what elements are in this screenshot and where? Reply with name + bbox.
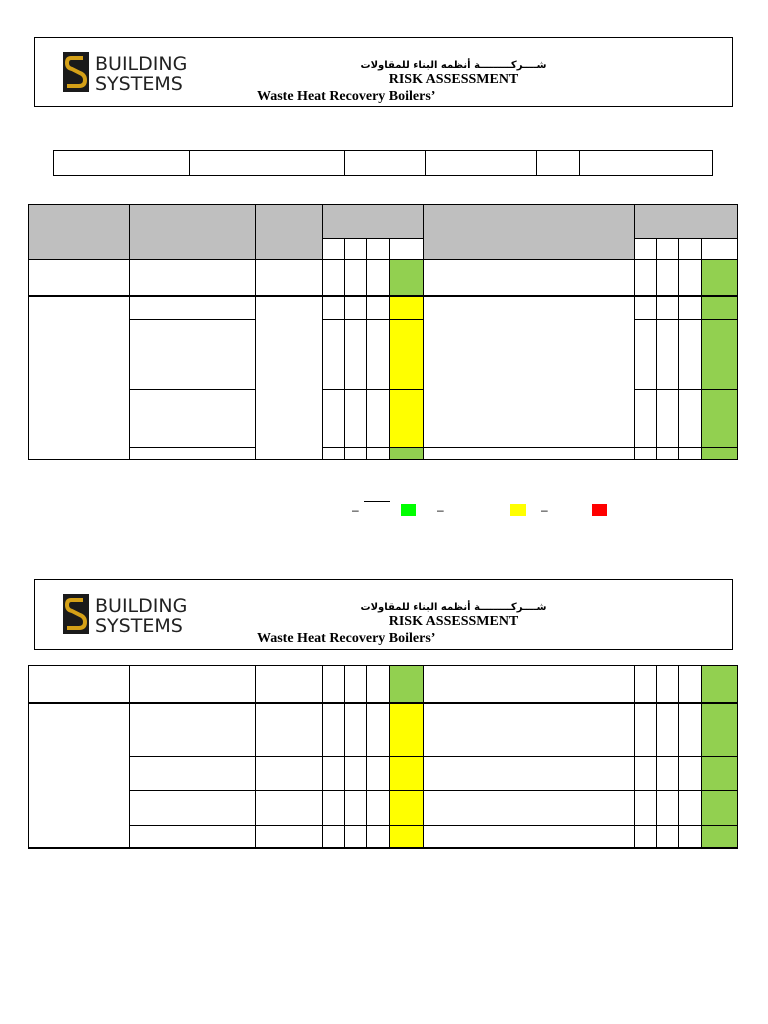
info-cell-1 bbox=[53, 150, 190, 176]
table-row bbox=[423, 790, 635, 826]
table1-subheader-level2 bbox=[701, 238, 738, 260]
risk-level-cell bbox=[389, 259, 424, 296]
legend-underline bbox=[364, 501, 390, 502]
risk-level-cell bbox=[389, 295, 424, 320]
risk-level-cell bbox=[389, 790, 424, 826]
table-row bbox=[129, 259, 256, 296]
table-row bbox=[678, 319, 702, 390]
document-subject: Waste Heat Recovery Boilers’ bbox=[257, 631, 436, 646]
table-row bbox=[634, 447, 657, 460]
table-row bbox=[366, 259, 390, 296]
table-row bbox=[634, 389, 657, 448]
legend-low-swatch bbox=[401, 504, 416, 516]
table-row bbox=[656, 447, 679, 460]
table1-subheader-level bbox=[389, 238, 424, 260]
table-row bbox=[28, 702, 130, 849]
legend-dash: – bbox=[437, 503, 444, 517]
risk-level-cell bbox=[389, 319, 424, 390]
table-row bbox=[634, 665, 657, 703]
table1-subheader-s bbox=[344, 238, 367, 260]
table-row bbox=[129, 665, 256, 703]
table-row bbox=[344, 756, 367, 791]
table-row bbox=[366, 389, 390, 448]
residual-level-cell bbox=[701, 790, 738, 826]
table-row bbox=[28, 295, 130, 460]
info-cell-2 bbox=[189, 150, 345, 176]
table-row bbox=[678, 756, 702, 791]
table-row bbox=[656, 665, 679, 703]
residual-level-cell bbox=[701, 319, 738, 390]
residual-level-cell bbox=[701, 447, 738, 460]
table-row bbox=[344, 702, 367, 757]
table-row bbox=[656, 825, 679, 849]
risk-level-cell bbox=[389, 665, 424, 703]
page-header-2 bbox=[34, 579, 733, 650]
table-row bbox=[366, 756, 390, 791]
table-row bbox=[634, 259, 657, 296]
table-row bbox=[423, 825, 635, 849]
company-name: BUILDING SYSTEMS bbox=[95, 595, 188, 637]
table-row bbox=[634, 825, 657, 849]
info-cell-3 bbox=[344, 150, 426, 176]
table-row bbox=[366, 665, 390, 703]
arabic-company-name: شــــركـــــــــة أنظمه البناء للمقاولات bbox=[360, 60, 547, 71]
risk-level-cell bbox=[389, 825, 424, 849]
table-row bbox=[423, 295, 635, 448]
table1-header-residual-risk bbox=[634, 204, 738, 239]
risk-level-cell bbox=[389, 756, 424, 791]
table-row bbox=[423, 447, 635, 460]
table-row bbox=[344, 790, 367, 826]
arabic-company-name: شــــركـــــــــة أنظمه البناء للمقاولات bbox=[360, 602, 547, 613]
legend-dash: – bbox=[352, 503, 359, 517]
table1-subheader-l2 bbox=[634, 238, 657, 260]
info-cell-5 bbox=[536, 150, 580, 176]
table-row bbox=[344, 389, 367, 448]
table-row bbox=[656, 295, 679, 320]
table1-subheader-r bbox=[366, 238, 390, 260]
table-row bbox=[366, 295, 390, 320]
table-row bbox=[366, 825, 390, 849]
risk-level-cell bbox=[389, 389, 424, 448]
table1-subheader-s2 bbox=[656, 238, 679, 260]
table-row bbox=[423, 702, 635, 757]
table-row bbox=[634, 295, 657, 320]
table-row bbox=[344, 825, 367, 849]
table-row bbox=[678, 389, 702, 448]
table-row bbox=[255, 756, 323, 791]
table-row bbox=[129, 389, 256, 448]
document-title: RISK ASSESSMENT bbox=[388, 72, 519, 87]
table-row bbox=[322, 756, 345, 791]
residual-level-cell bbox=[701, 665, 738, 703]
table-row bbox=[322, 790, 345, 826]
table-row bbox=[344, 295, 367, 320]
table-row bbox=[656, 389, 679, 448]
table-row bbox=[366, 702, 390, 757]
table-row bbox=[423, 665, 635, 703]
table-row bbox=[255, 665, 323, 703]
table-row bbox=[344, 259, 367, 296]
legend-dash: – bbox=[541, 503, 548, 517]
table-row bbox=[634, 319, 657, 390]
company-name: BUILDING SYSTEMS bbox=[95, 53, 188, 95]
table-row bbox=[678, 702, 702, 757]
table-row bbox=[322, 702, 345, 757]
legend-medium-swatch bbox=[510, 504, 526, 516]
table-row bbox=[634, 790, 657, 826]
document-subject: Waste Heat Recovery Boilers’ bbox=[257, 89, 436, 104]
table-row bbox=[255, 295, 323, 460]
table-row bbox=[656, 319, 679, 390]
table-row bbox=[28, 259, 130, 296]
residual-level-cell bbox=[701, 389, 738, 448]
table-row bbox=[366, 447, 390, 460]
table-row bbox=[656, 756, 679, 791]
table-row bbox=[129, 790, 256, 826]
risk-level-cell bbox=[389, 702, 424, 757]
document-title: RISK ASSESSMENT bbox=[388, 614, 519, 629]
residual-level-cell bbox=[701, 825, 738, 849]
table-row bbox=[255, 702, 323, 757]
logo-mark-icon bbox=[63, 594, 89, 634]
table-row bbox=[678, 790, 702, 826]
table-row bbox=[656, 259, 679, 296]
page-header-1 bbox=[34, 37, 733, 107]
table1-header-col3 bbox=[255, 204, 323, 260]
table1-subheader-l bbox=[322, 238, 345, 260]
table-row bbox=[678, 825, 702, 849]
table-row bbox=[322, 447, 345, 460]
table-row bbox=[344, 665, 367, 703]
residual-level-cell bbox=[701, 756, 738, 791]
table-row bbox=[366, 319, 390, 390]
table-row bbox=[129, 319, 256, 390]
company-logo bbox=[61, 42, 197, 104]
table-row bbox=[423, 756, 635, 791]
table-row bbox=[322, 319, 345, 390]
table-row bbox=[366, 790, 390, 826]
table1-header-col2 bbox=[129, 204, 256, 260]
table-row bbox=[322, 295, 345, 320]
table-row bbox=[129, 756, 256, 791]
table-row bbox=[678, 665, 702, 703]
table-row bbox=[678, 447, 702, 460]
info-cell-4 bbox=[425, 150, 537, 176]
info-cell-6 bbox=[579, 150, 713, 176]
table1-header-col1 bbox=[28, 204, 130, 260]
table-row bbox=[322, 259, 345, 296]
company-logo bbox=[61, 584, 197, 646]
table-row bbox=[322, 389, 345, 448]
residual-level-cell bbox=[701, 295, 738, 320]
table-row bbox=[129, 295, 256, 320]
legend-high-swatch bbox=[592, 504, 607, 516]
table1-header-initial-risk bbox=[322, 204, 424, 239]
table-row bbox=[129, 447, 256, 460]
table-row bbox=[255, 259, 323, 296]
risk-level-cell bbox=[389, 447, 424, 460]
logo-mark-icon bbox=[63, 52, 89, 92]
table1-header-controls bbox=[423, 204, 635, 260]
table-row bbox=[255, 825, 323, 849]
residual-level-cell bbox=[701, 259, 738, 296]
table-row bbox=[344, 319, 367, 390]
table-row bbox=[678, 295, 702, 320]
table-row bbox=[129, 702, 256, 757]
table-row bbox=[656, 790, 679, 826]
table-row bbox=[255, 790, 323, 826]
table-row bbox=[28, 665, 130, 703]
residual-level-cell bbox=[701, 702, 738, 757]
table-row bbox=[322, 825, 345, 849]
table-row bbox=[678, 259, 702, 296]
table-row bbox=[634, 702, 657, 757]
table-row bbox=[656, 702, 679, 757]
table-row bbox=[344, 447, 367, 460]
table-row bbox=[322, 665, 345, 703]
table-row bbox=[423, 259, 635, 296]
table-row bbox=[634, 756, 657, 791]
table1-subheader-r2 bbox=[678, 238, 702, 260]
table-row bbox=[129, 825, 256, 849]
